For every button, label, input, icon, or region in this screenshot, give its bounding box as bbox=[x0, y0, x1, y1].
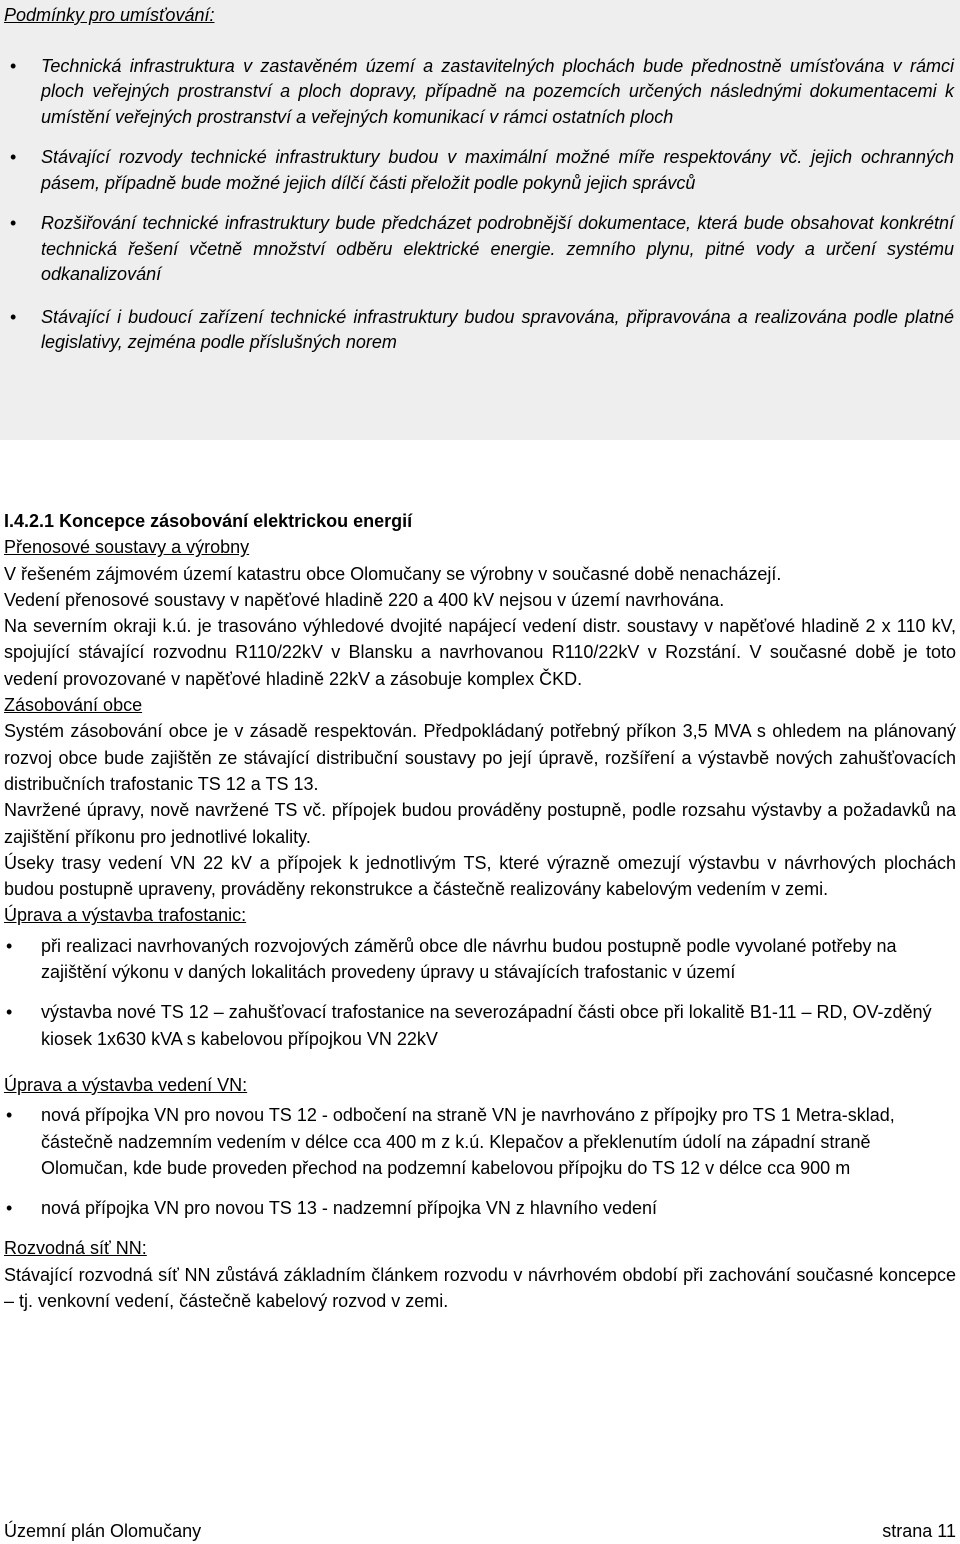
bullet-icon: • bbox=[10, 147, 17, 167]
bullet-icon: • bbox=[10, 55, 17, 76]
conditions-box bbox=[0, 0, 960, 440]
paragraph: Stávající rozvodná síť NN zůstává základním článkem rozvodu v návrhovém období při zachování současné koncepce – tj. venkovní vedení, částečně kabelový rozvod v zemi. bbox=[4, 1264, 956, 1312]
subheading-transmission: Přenosové soustavy a výrobny bbox=[4, 537, 250, 558]
paragraph: V řešeném zájmovém území katastru obce Olomučany se výrobny v současné době nenacházejí. bbox=[4, 563, 782, 584]
list-item-text: výstavba nové TS 12 – zahušťovací trafostanice na severozápadní části obce při lokalitě B1-11 – RD, OV-zděný kiosek 1x630 kVA s kabelovou přípojkou VN 22kV bbox=[41, 1002, 932, 1049]
list-item bbox=[4, 1102, 956, 1181]
list-item-text: při realizaci navrhovaných rozvojových záměrů obce dle návrhu budou postupně podle vyvolané potřeby na zajištění výkonu v daných lokalitách provedeny úpravy u stávajících trafostanic v území bbox=[41, 935, 897, 983]
conditions-item-text: Stávající i budoucí zařízení technické infrastruktury budou spravována, připravována a realizována podle platné legislativy, zejména podle příslušných norem bbox=[41, 306, 954, 352]
footer-page-number: strana 11 bbox=[882, 1521, 956, 1541]
subheading-lines: Úprava a výstavba vedení VN: bbox=[4, 1074, 248, 1095]
conditions-item bbox=[4, 305, 954, 356]
bullet-icon: • bbox=[6, 1198, 13, 1219]
page-footer bbox=[4, 1520, 956, 1542]
conditions-item bbox=[4, 145, 954, 196]
list-item-text: nová přípojka VN pro novou TS 12 - odbočení na straně VN je navrhováno z přípojky pro TS 1 Metra-sklad, částečně nadzemním vedením v délce cca 400 m z k.ú. Klepačov a překlenutím údolí na západní straně Olomučan, kde bude proveden přechod na podzemní kabelovou přípojku do TS 12 v délce cca 900 m bbox=[41, 1105, 895, 1178]
subheading-supply: Zásobování obce bbox=[4, 695, 143, 716]
list-item bbox=[4, 1195, 956, 1221]
bullet-icon: • bbox=[10, 213, 17, 233]
paragraph: Vedení přenosové soustavy v napěťové hladině 220 a 400 kV nejsou v území navrhována. bbox=[4, 589, 725, 610]
section-title: Koncepce zásobování elektrickou energií bbox=[59, 511, 413, 531]
conditions-title: Podmínky pro umísťování: bbox=[4, 5, 215, 25]
list-item bbox=[4, 999, 956, 1052]
bullet-icon: • bbox=[6, 1105, 13, 1126]
conditions-item bbox=[4, 211, 954, 288]
section-heading bbox=[4, 508, 956, 534]
paragraph: Systém zásobování obce je v zásadě respektován. Předpokládaný potřebný příkon 3,5 MVA s ohledem na plánovaný rozvoj obce bude zajištěn ze stávající distribuční soustavy po její úpravě, rozšíření a výstavbě nových zahušťovacích distribučních trafostanic TS 12 a TS 13. bbox=[4, 721, 956, 794]
conditions-item-text: Rozšiřování technické infrastruktury bude předcházet podrobnější dokumentace, která bude obsahovat konkrétní technická řešení včetně množství odběru elektrické energie. zemního plynu, pitné vody a určení systému odkanalizování bbox=[41, 213, 954, 284]
footer-document-title: Územní plán Olomučany bbox=[4, 1521, 202, 1541]
bullet-icon: • bbox=[6, 935, 13, 956]
paragraph: Navržené úpravy, nově navržené TS vč. přípojek budou prováděny postupně, podle rozsahu výstavby a požadavků na zajištění příkonu pro jednotlivé lokality. bbox=[4, 800, 956, 847]
bullet-icon: • bbox=[6, 1002, 13, 1023]
conditions-item-text: Stávající rozvody technické infrastruktury budou v maximální možné míře respektovány vč. jejich ochranných pásem, případně bude možné jejich dílčí části přeložit podle pokynů jejich správců bbox=[41, 147, 954, 193]
conditions-item bbox=[4, 54, 954, 131]
subheading-substations: Úprava a výstavba trafostanic: bbox=[4, 905, 247, 926]
paragraph: Na severním okraji k.ú. je trasováno výhledové dvojité napájecí vedení distr. soustavy v napěťové hladině 2 x 110 kV, spojující stávající rozvodnu R110/22kV v Blansku a navrhovanou R110/22kV v Rozstání. V současné době je toto vedení provozované v napěťové hladině 22kV a zásobuje komplex ČKD. bbox=[4, 616, 956, 689]
main-content bbox=[4, 508, 956, 1314]
section-number: I.4.2.1 bbox=[4, 511, 55, 531]
list-item-text: nová přípojka VN pro novou TS 13 - nadzemní přípojka VN z hlavního vedení bbox=[41, 1198, 658, 1219]
list-item bbox=[4, 933, 956, 986]
conditions-item-text: Technická infrastruktura v zastavěném území a zastavitelných plochách bude přednostně umísťována v rámci ploch veřejných prostranství a ploch dopravy, případně na pozemcích určených následnými dokumentacemi k umístění veřejných prostranství a veřejných komunikací v rámci ostatních ploch bbox=[41, 55, 954, 127]
bullet-icon: • bbox=[10, 306, 17, 327]
paragraph: Úseky trasy vedení VN 22 kV a přípojek k jednotlivým TS, které výrazně omezují výstavbu v návrhových plochách budou postupně upraveny, prováděny rekonstrukce a částečně realizovány kabelovým vedením v zemi. bbox=[4, 852, 956, 900]
subheading-lv-network: Rozvodná síť NN: bbox=[4, 1238, 147, 1259]
